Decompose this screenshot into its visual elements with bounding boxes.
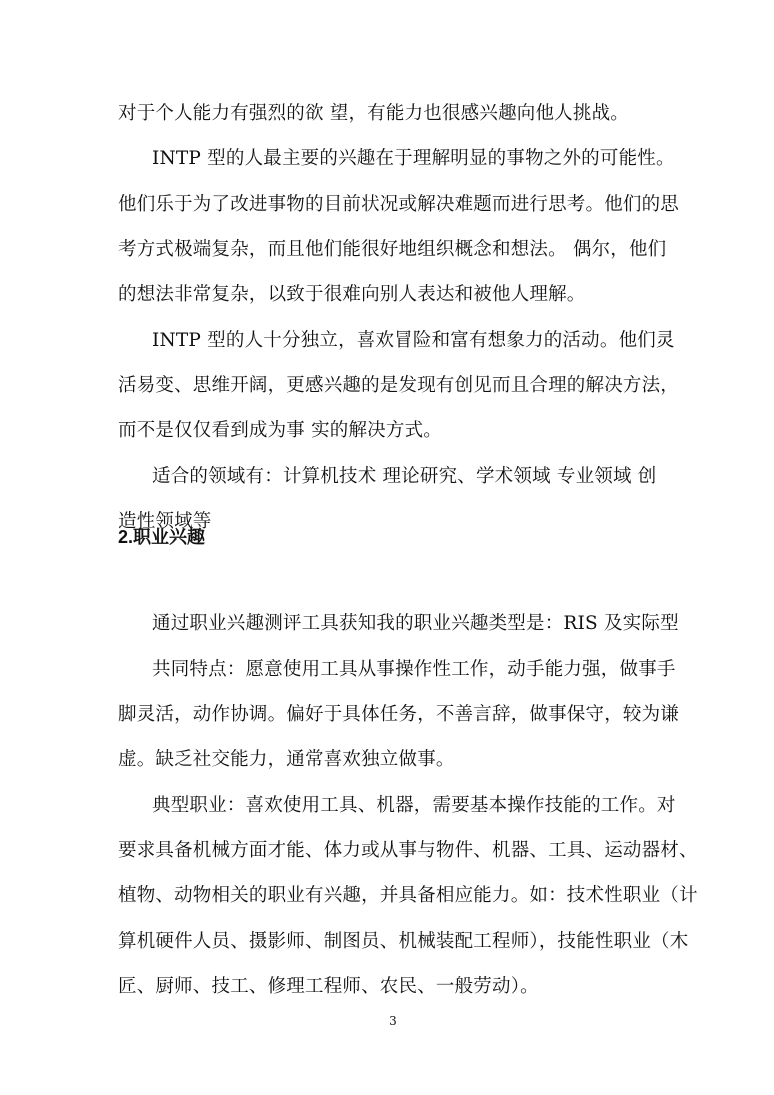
paragraph-line: 典型职业：喜欢使用工具、机器，需要基本操作技能的工作。对 [152,795,676,816]
paragraph-line: 要求具备机械方面才能、体力或从事与物件、机器、工具、运动器材、 [118,840,698,861]
paragraph-line: INTP 型的人最主要的兴趣在于理解明显的事物之外的可能性。 [152,148,675,169]
paragraph-line: 的想法非常复杂，以致于很难向别人表达和被他人理解。 [118,284,586,305]
paragraph-line: 他们乐于为了改进事物的目前状况或解决难题而进行思考。他们的思 [118,194,680,215]
paragraph-line: 造性领域等 [118,511,212,532]
paragraph-line: 植物、动物相关的职业有兴趣，并具备相应能力。如：技术性职业（计 [118,885,698,906]
section-heading: 2.职业兴趣 [118,527,206,547]
paragraph-line: 而不是仅仅看到成为事 实的解决方式。 [118,420,442,441]
paragraph-line: 通过职业兴趣测评工具获知我的职业兴趣类型是：RIS 及实际型 [152,613,679,634]
paragraph-line: 适合的领域有：计算机技术 理论研究、学术领域 专业领域 创 [152,466,657,487]
page-number: 3 [389,1014,397,1028]
paragraph-line: 考方式极端复杂，而且他们能很好地组织概念和想法。 偶尔，他们 [118,239,667,260]
paragraph-line: 算机硬件人员、摄影师、制图员、机械装配工程师），技能性职业（木 [118,931,689,952]
paragraph-line: 虚。缺乏社交能力，通常喜欢独立做事。 [118,749,455,770]
paragraph-line: INTP 型的人十分独立，喜欢冒险和富有想象力的活动。他们灵 [152,330,675,351]
paragraph-line: 共同特点：愿意使用工具从事操作性工作，动手能力强，做事手 [152,659,676,680]
paragraph-line: 对于个人能力有强烈的欲 望，有能力也很感兴趣向他人挑战。 [118,103,629,124]
paragraph-line: 脚灵活，动作协调。偏好于具体任务，不善言辞，做事保守，较为谦 [118,704,680,725]
paragraph-line: 匠、厨师、技工、修理工程师、农民、一般劳动）。 [118,976,539,997]
paragraph-line: 活易变、思维开阔，更感兴趣的是发现有创见而且合理的解决方法， [118,375,680,396]
